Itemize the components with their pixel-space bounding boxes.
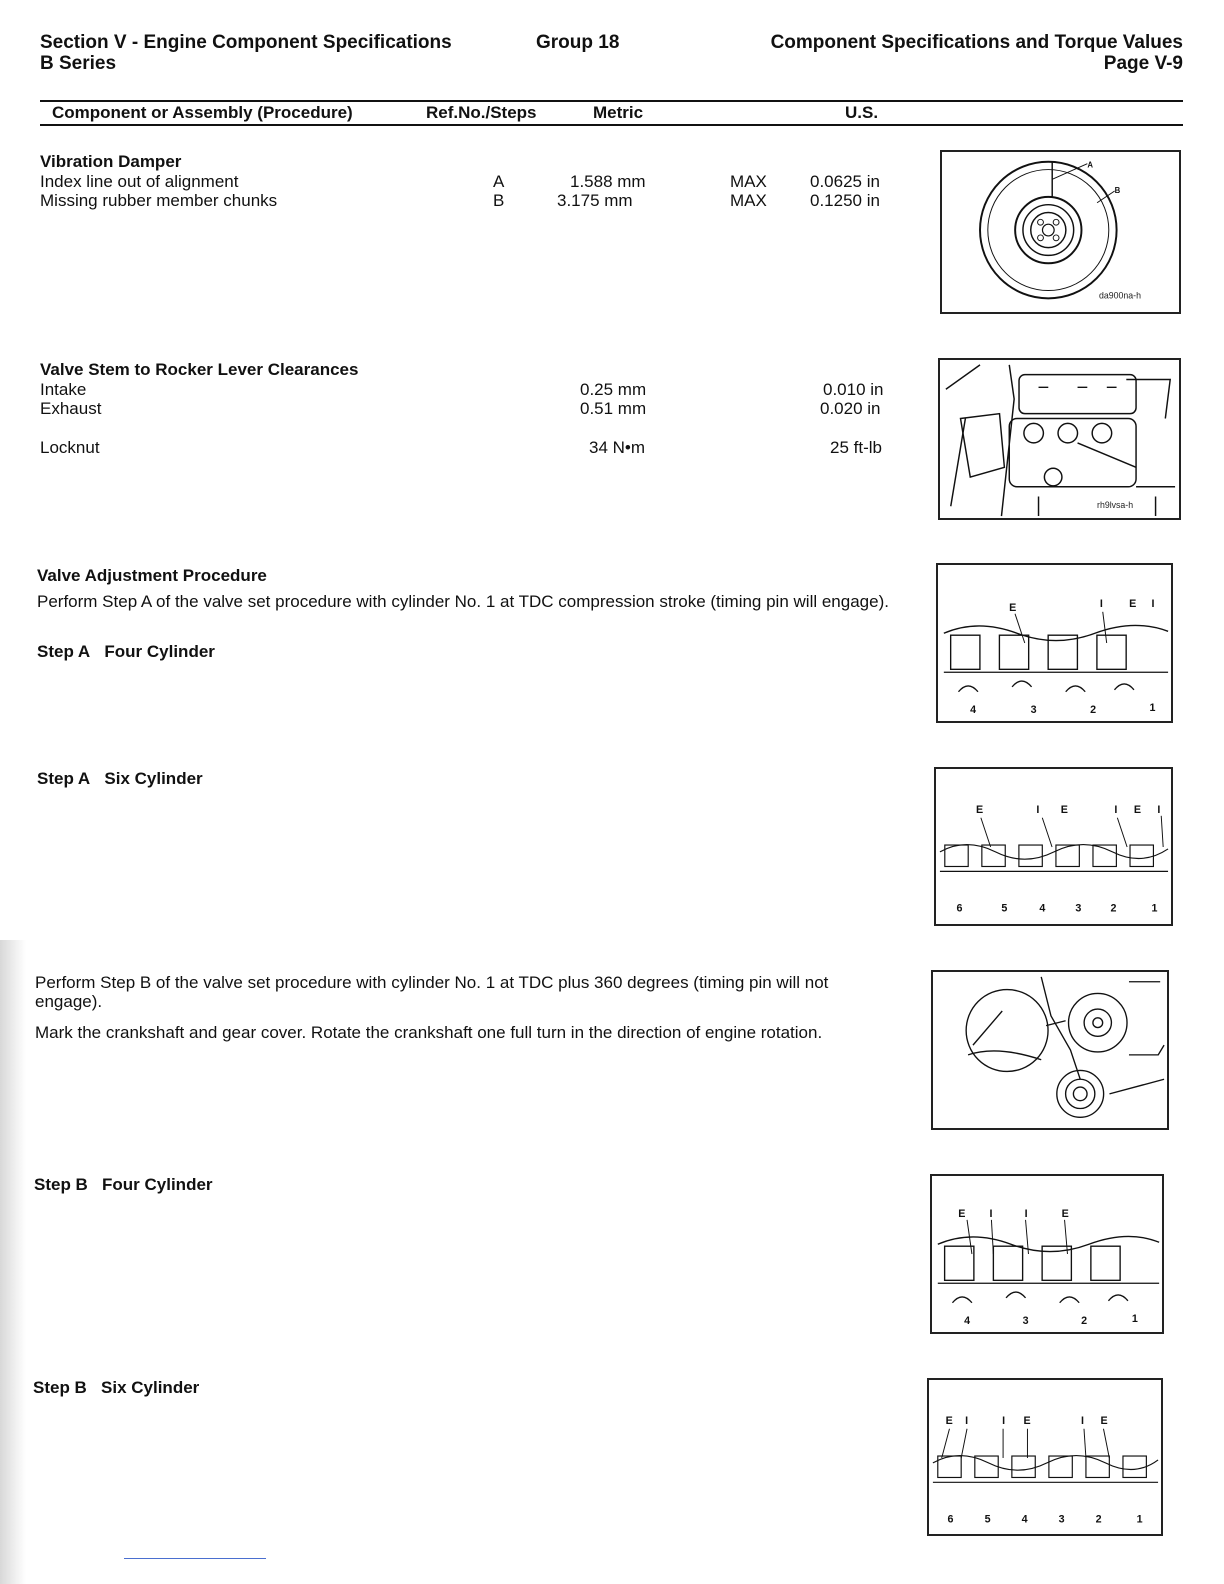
vd-row1-label: Index line out of alignment [40,172,239,191]
step-a-four-label-2: I [1099,597,1103,610]
crankshaft-mark-figure [931,970,1169,1130]
vd-figure-caption: da900na-h [1099,290,1141,301]
col-component: Component or Assembly (Procedure) [52,103,353,122]
step-a-four-num-2: 3 [1030,704,1037,717]
rocker-lever-figure [938,358,1181,520]
step-a-six-label-2: I [1036,803,1040,816]
step-a-six-label-6: I [1157,803,1161,816]
step-b-six-heading [33,1378,199,1397]
step-a-six-num-5: 2 [1110,902,1117,915]
step-b-six-step: Step B [33,1378,87,1397]
step-b-four-heading [34,1175,213,1194]
valve-adjust-title: Valve Adjustment Procedure [37,566,267,585]
page-number: Page V-9 [1103,53,1183,74]
step-a-four-num-4: 1 [1149,702,1156,715]
step-a-six-num-2: 5 [1001,902,1008,915]
step-a-four-num-1: 4 [970,704,977,717]
vibration-damper-title: Vibration Damper [40,152,182,171]
step-b-four-label-4: E [1061,1207,1069,1220]
step-a-four-num-3: 2 [1090,704,1097,717]
step-a-six-num-4: 3 [1075,902,1082,915]
step-b-six-drawing [929,1380,1161,1534]
vc-intake-metric: 0.25 mm [580,380,647,399]
vc-exhaust-label: Exhaust [40,399,102,418]
right-title: Component Specifications and Torque Values [770,32,1183,53]
vd-row2-metric: 3.175 mm [557,191,633,210]
step-b-six-num-3: 4 [1021,1513,1028,1526]
vd-row2-max: MAX [730,191,767,210]
vd-row1-us: 0.0625 in [810,172,880,191]
valve-clearance-title: Valve Stem to Rocker Lever Clearances [40,360,359,379]
step-a-six-num-3: 4 [1039,902,1046,915]
header-rule-bottom [40,124,1183,126]
step-b-text-2: Mark the crankshaft and gear cover. Rotate the crankshaft one full turn in the direction of engine rotation. [35,1023,823,1042]
rocker-drawing [940,360,1179,518]
step-b-six-label-2: I [965,1414,969,1427]
step-b-four-label-1: E [958,1207,966,1220]
col-us: U.S. [845,103,879,122]
vibration-damper-figure [940,150,1181,314]
step-a-six-label-1: E [976,803,984,816]
step-a-six-figure [934,767,1173,926]
step-a-four-step: Step A [37,642,91,661]
crankshaft-drawing [933,972,1167,1128]
step-a-four-drawing [938,565,1171,721]
group-label: Group 18 [536,32,620,53]
col-ref: Ref.No./Steps [426,103,537,122]
step-b-four-label-2: I [989,1207,993,1220]
step-b-six-label-4: E [1023,1414,1031,1427]
step-a-six-step: Step A [37,769,91,788]
vd-row2-ref: B [493,191,505,210]
step-b-text-1: Perform Step B of the valve set procedure with cylinder No. 1 at TDC plus 360 degrees (timing pin will not engage). [35,973,829,1011]
vd-row1-ref: A [493,172,505,191]
damper-drawing [942,152,1179,312]
vd-row1-metric: 1.588 mm [570,172,646,191]
step-b-six-num-5: 2 [1095,1513,1102,1526]
step-a-four-heading [37,642,215,661]
vd-row2-us: 0.1250 in [810,191,880,210]
step-a-four-figure [936,563,1173,723]
step-b-four-figure [930,1174,1164,1334]
step-a-four-label-1: E [1009,601,1017,614]
vc-intake-label: Intake [40,380,87,399]
step-b-four-drawing [932,1176,1162,1332]
vc-intake-us: 0.010 in [823,380,884,399]
step-b-six-num-1: 6 [947,1513,954,1526]
step-b-six-num-4: 3 [1058,1513,1065,1526]
step-a-six-num-1: 6 [956,902,963,915]
vc-locknut-label: Locknut [40,438,100,457]
col-metric: Metric [593,103,644,122]
vd-row2-label: Missing rubber member chunks [40,191,278,210]
step-b-four-num-3: 2 [1081,1315,1088,1328]
step-a-six-heading [37,769,203,788]
step-b-four-label-3: I [1024,1207,1028,1220]
step-b-four-num-2: 3 [1022,1315,1029,1328]
step-a-six-name: Six Cylinder [104,769,203,788]
step-b-six-num-2: 5 [984,1513,991,1526]
scan-shadow [0,940,26,1584]
vd-row1-max: MAX [730,172,767,191]
step-a-six-num-6: 1 [1151,902,1158,915]
step-b-four-step: Step B [34,1175,88,1194]
vc-figure-caption: rh9lvsa-h [1097,500,1134,511]
step-a-four-label-4: I [1151,597,1155,610]
step-a-four-label-3: E [1129,597,1137,610]
vc-exhaust-metric: 0.51 mm [580,399,647,418]
svg-text:B: B [1114,185,1121,195]
step-b-six-figure [927,1378,1163,1536]
vc-exhaust-us: 0.020 in [820,399,881,418]
step-a-six-drawing [936,769,1171,924]
step-b-six-label-1: E [945,1414,953,1427]
step-a-six-label-4: I [1114,803,1118,816]
section-title: Section V - Engine Component Specifications [40,32,452,53]
step-b-six-label-5: I [1081,1414,1085,1427]
step-b-six-label-6: E [1100,1414,1108,1427]
header-rule-top [40,100,1183,102]
vc-locknut-metric: 34 N•m [589,438,646,457]
step-b-four-num-4: 1 [1131,1313,1138,1326]
step-a-six-label-5: E [1133,803,1142,816]
step-b-six-num-6: 1 [1136,1513,1143,1526]
step-b-four-name: Four Cylinder [102,1175,213,1194]
vc-locknut-us: 25 ft-lb [830,438,882,457]
step-b-six-name: Six Cylinder [101,1378,200,1397]
step-a-six-label-3: E [1060,803,1068,816]
series-label: B Series [40,53,117,74]
footer-link-line [124,1558,266,1559]
svg-text:A: A [1087,160,1093,170]
step-b-six-label-3: I [1002,1414,1006,1427]
step-a-intro: Perform Step A of the valve set procedure with cylinder No. 1 at TDC compression stroke (timing pin will engage). [37,592,889,611]
step-b-four-num-1: 4 [964,1315,971,1328]
step-a-four-name: Four Cylinder [104,642,215,661]
